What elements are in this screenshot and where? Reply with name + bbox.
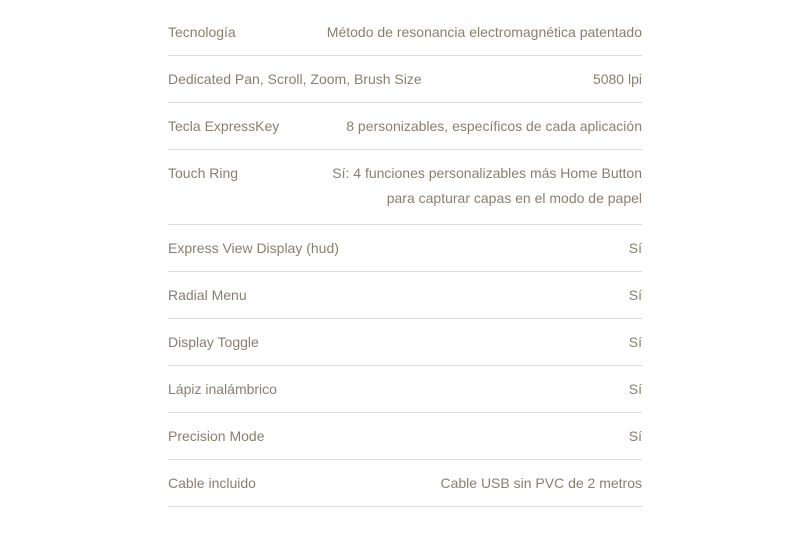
spec-value-line: Sí — [628, 334, 642, 350]
spec-value-line: Sí — [628, 287, 642, 303]
spec-value-line: Método de resonancia electromagnética patentado — [326, 24, 642, 40]
spec-value — [277, 380, 642, 398]
spec-row-display-toggle — [168, 319, 642, 366]
spec-row-expresskey — [168, 103, 642, 150]
spec-label: Touch Ring — [168, 165, 239, 181]
spec-value — [236, 23, 642, 41]
spec-value-line: Sí — [628, 240, 642, 256]
spec-label: Tecnología — [168, 24, 236, 40]
spec-value-line: Sí: 4 funciones personalizables más Home Button — [332, 165, 642, 181]
spec-value — [279, 117, 642, 135]
spec-row-touch-ring — [168, 150, 642, 225]
spec-row-cable — [168, 460, 642, 507]
spec-row-radial-menu — [168, 272, 642, 319]
spec-value — [422, 70, 642, 88]
spec-row-precision-mode — [168, 413, 642, 460]
spec-value — [238, 161, 642, 211]
spec-row-dedicated-pan — [168, 56, 642, 103]
spec-value-line: 5080 lpi — [592, 71, 642, 87]
spec-table — [168, 9, 642, 507]
spec-label: Display Toggle — [168, 334, 259, 350]
spec-row-express-view — [168, 225, 642, 272]
spec-label: Cable incluido — [168, 475, 256, 491]
spec-value-line: Sí — [628, 381, 642, 397]
spec-label: Precision Mode — [168, 428, 265, 444]
spec-value-line: 8 personizables, específicos de cada aplicación — [346, 118, 642, 134]
spec-label: Radial Menu — [168, 287, 247, 303]
spec-value — [259, 333, 642, 351]
spec-label: Express View Display (hud) — [168, 240, 339, 256]
spec-value — [256, 474, 642, 492]
spec-value-line: Cable USB sin PVC de 2 metros — [440, 475, 642, 491]
spec-row-lapiz — [168, 366, 642, 413]
spec-row-tecnologia — [168, 9, 642, 56]
spec-value-line: para capturar capas en el modo de papel — [386, 190, 642, 206]
spec-value — [265, 427, 643, 445]
spec-label: Tecla ExpressKey — [168, 118, 280, 134]
spec-label: Lápiz inalámbrico — [168, 381, 277, 397]
spec-value — [247, 286, 642, 304]
spec-label: Dedicated Pan, Scroll, Zoom, Brush Size — [168, 71, 422, 87]
spec-value-line: Sí — [628, 428, 642, 444]
spec-value — [339, 239, 642, 257]
